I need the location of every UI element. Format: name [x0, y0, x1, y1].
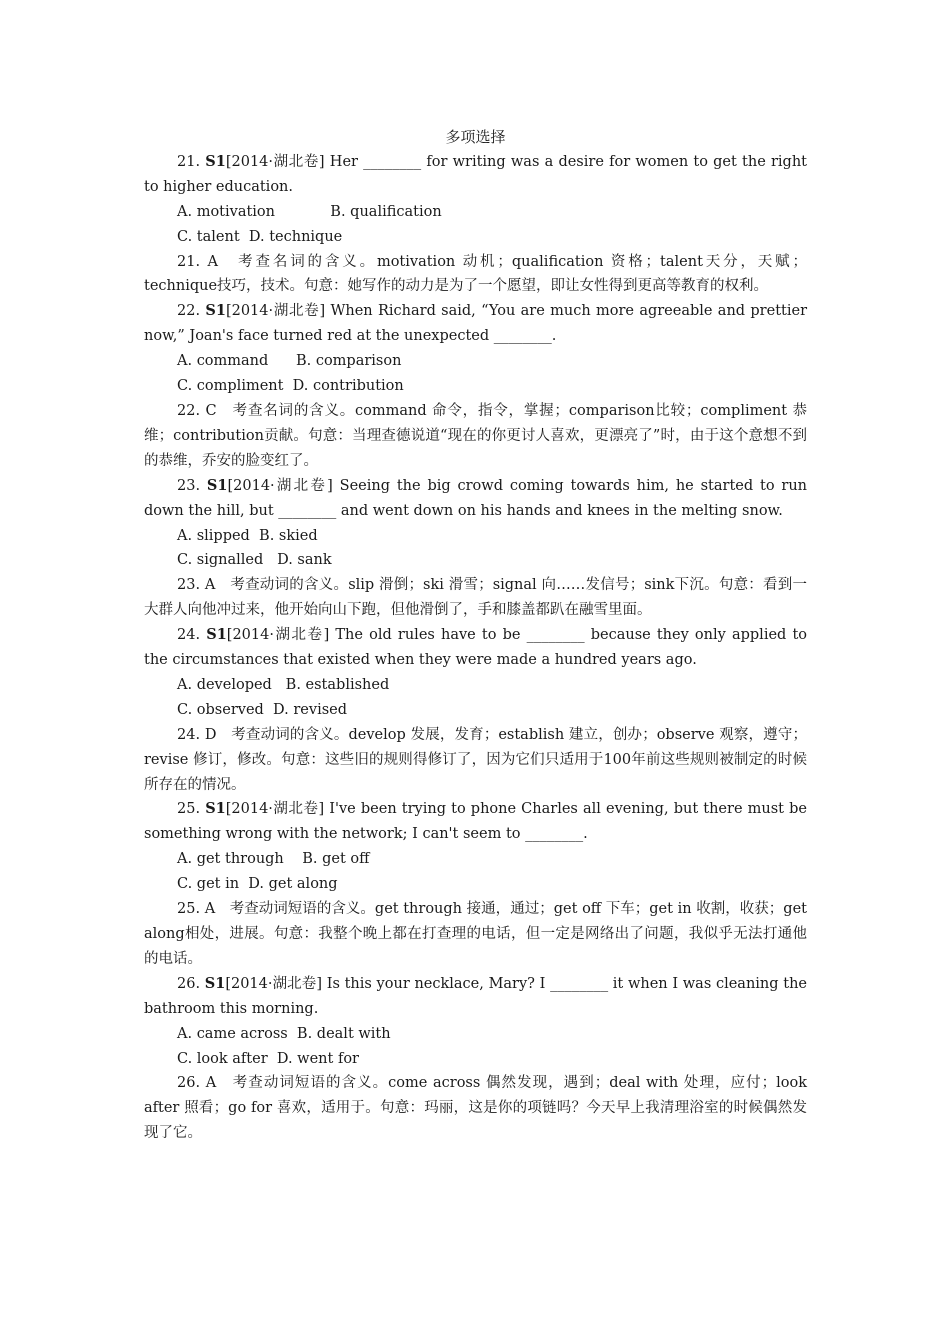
options-line: A. command B. comparison: [177, 353, 402, 370]
answer-explanation: 25. A 考查动词短语的含义。get through 接通，通过；get off 下车；get in 收割，收获；get along相处，进展。句意：我整个晚上都在打查理的电话，但一定是网络出了问题，我似乎无法打通他的电话。: [144, 901, 807, 967]
options-line: C. look after D. went for: [177, 1050, 359, 1067]
question-source: S1: [204, 974, 226, 992]
question-stem: The old rules have to be ________ because they only applied to the circumstances that existed when they were made a hundred years ago.: [144, 627, 808, 669]
question-text: [144, 299, 807, 349]
question-block-22: [144, 299, 807, 473]
question-stem: Her ________ for writing was a desire for women to get the right to higher education.: [144, 153, 808, 195]
section-title: 多项选择: [445, 128, 506, 146]
question-number: 24.: [177, 627, 201, 644]
answer-explanation: 22. C 考查名词的含义。command 命令，指令，掌握；comparison比较；compliment 恭维；contribution贡献。句意：当理查德说道“现在的你更讨人喜欢，更漂亮了”时，由于这个意想不到的恭维，乔安的脸变红了。: [144, 402, 807, 469]
options-line: C. talent D. technique: [177, 228, 343, 245]
question-block-23: [144, 474, 807, 623]
question-text: [144, 474, 807, 524]
document-page: [144, 125, 807, 1146]
question-tag: [2014·湖北卷]: [225, 975, 323, 992]
options-line: C. signalled D. sank: [177, 552, 332, 569]
options-line: A. get through B. get off: [177, 851, 370, 868]
question-source: S1: [205, 152, 226, 170]
question-block-25: [144, 797, 807, 971]
answer-explanation: 21. A 考查名词的含义。motivation 动机；qualification 资格；talent天分，天赋；technique技巧，技术。句意：她写作的动力是为了一个愿望，即让女性得到更高等教育的权利。: [144, 253, 807, 295]
options-line: C. compliment D. contribution: [177, 378, 404, 395]
options-line: A. developed B. established: [177, 676, 390, 693]
question-stem: Is this your necklace, Mary? I ________ it when I was cleaning the bathroom this morning.: [144, 975, 807, 1017]
question-tag: [2014·湖北卷]: [225, 801, 325, 818]
question-number: 23.: [177, 477, 201, 494]
question-source: S1: [206, 476, 228, 494]
question-block-26: [144, 972, 807, 1146]
question-number: 25.: [177, 801, 201, 818]
answer-explanation: 23. A 考查动词的含义。slip 滑倒；ski 滑雪；signal 向……发信号；sink下沉。句意：看到一大群人向他冲过来，他开始向山下跑，但他滑倒了，手和膝盖都趴在融雪里面。: [144, 577, 807, 619]
options-line: A. came across B. dealt with: [177, 1025, 391, 1042]
options-line: A. motivation B. qualification: [177, 203, 442, 220]
question-text: [144, 797, 807, 847]
question-number: 21.: [177, 153, 201, 170]
question-text: [144, 972, 807, 1022]
question-text: [144, 623, 807, 673]
question-stem: I've been trying to phone Charles all evening, but there must be something wrong with the network; I can't seem to ________.: [144, 801, 807, 843]
question-source: S1: [205, 302, 226, 320]
answer-explanation: 24. D 考查动词的含义。develop 发展，发育；establish 建立，创办；observe 观察，遵守；revise 修订，修改。句意：这些旧的规则得修订了，因为它们只适用于100年前这些规则被制定的时候所存在的情况。: [144, 726, 807, 793]
question-tag: [2014·湖北卷]: [225, 153, 325, 170]
question-block-24: [144, 623, 807, 797]
question-source: S1: [205, 800, 226, 818]
options-line: C. observed D. revised: [177, 701, 348, 718]
options-line: A. slipped B. skied: [177, 527, 318, 544]
question-tag: [2014·湖北卷]: [225, 303, 326, 320]
question-source: S1: [206, 626, 227, 644]
question-stem: Seeing the big crowd coming towards him, he started to run down the hill, but ________ and went down on his hands and knees in the melting snow.: [144, 477, 808, 519]
question-stem: When Richard said, “You are much more agreeable and prettier now,” Joan's face turned red at the unexpected ________.: [144, 303, 807, 345]
answer-explanation: 26. A 考查动词短语的含义。come across 偶然发现，遇到；deal with 处理，应付；look after 照看；go for 喜欢，适用于。句意：玛丽，这是你的项链吗？今天早上我清理浴室的时候偶然发现了它。: [144, 1075, 807, 1142]
question-text: [144, 150, 807, 200]
options-line: C. get in D. get along: [177, 876, 338, 893]
question-tag: [2014·湖北卷]: [227, 477, 333, 494]
question-number: 26.: [177, 975, 201, 992]
question-number: 22.: [177, 303, 201, 320]
question-block-21: [144, 150, 807, 299]
question-tag: [2014·湖北卷]: [226, 627, 330, 644]
